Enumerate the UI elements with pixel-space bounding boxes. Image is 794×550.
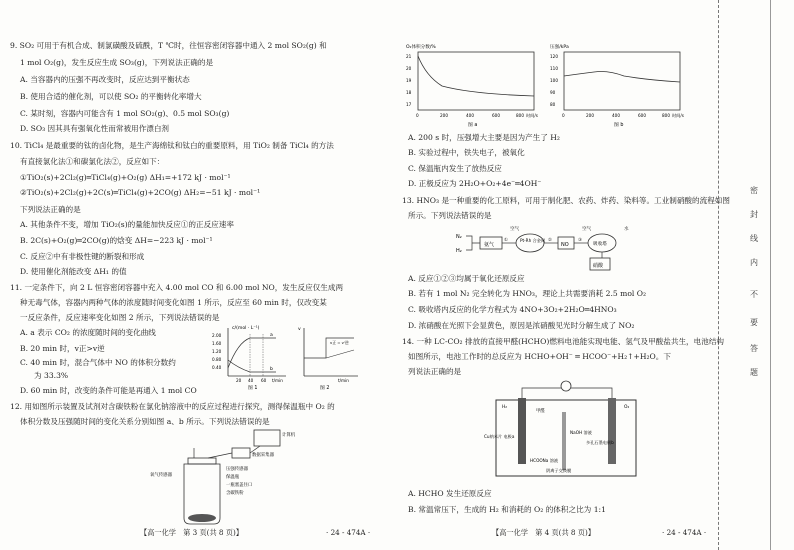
q10-option-b: B. 2C(s)+O₂(g)═2CO(g)的焓变 ΔH=−223 kJ · mol⁻¹ <box>20 236 213 245</box>
flow-num1: ① <box>504 238 508 243</box>
q11-stem-3: 一反应条件，反应速率变化如图 2 所示，下列说法错误的是 <box>20 313 220 322</box>
collector-wire <box>250 446 260 453</box>
figa-xtick: 0 <box>416 113 419 118</box>
q12-apparatus <box>150 426 320 526</box>
figa-xtick: 600 <box>492 113 500 118</box>
fig2-ylabel: v <box>298 327 301 332</box>
figa-ylabel: O₂体积分数/% <box>406 45 436 50</box>
q10-stem-2: 有直接氯化法①和碳氯化法②，反应如下： <box>20 157 165 166</box>
q14-stem-3: 列说法正确的是 <box>408 367 462 376</box>
flow-num2: ② <box>548 238 552 243</box>
seal-char: 不 <box>750 290 758 299</box>
flow-tower-label: 吸收塔 <box>593 242 607 247</box>
membrane <box>562 412 566 470</box>
figure-a <box>402 40 542 130</box>
cell-hcho: 甲醛 <box>536 409 545 414</box>
figb-ytick: 100 <box>550 78 558 83</box>
q9-option-b: B. 使用合适的催化剂，可以使 SO₂ 的平衡转化率增大 <box>20 92 202 101</box>
footer-right: 【高一化学 第 4 页(共 8 页)】 <box>492 528 595 537</box>
cell-hcoona: HCOONa 溶液 <box>530 458 559 463</box>
q13-stem: 13. HNO₃ 是一种重要的化工原料，可用于制化肥、农药、炸药、染料等。工业制硝酸的流程如图 <box>402 196 730 205</box>
flow-air-2: 空气 <box>582 227 592 232</box>
q12-stem: 12. 用如图所示装置及试剂对含碳铁粉在氯化钠溶液中的反应过程进行探究，测得保温瓶中 O₂ 的 <box>10 402 335 411</box>
footer-right-code: · 24 - 474A · <box>662 528 707 537</box>
q10-prompt: 下列说法正确的是 <box>20 205 81 214</box>
fig1-caption: 图 1 <box>248 386 258 390</box>
thermos-label: 保温瓶 <box>226 475 240 480</box>
fig2-caption: 图 2 <box>320 386 330 390</box>
footer-left: 【高一化学 第 3 页(共 8 页)】 <box>140 528 243 537</box>
cell-o2: O₂ <box>624 405 630 410</box>
q10-eq1: ①TiO₂(s)+2Cl₂(g)═TiCl₄(g)+O₂(g) ΔH₁=+172 kJ · mol⁻¹ <box>20 173 231 182</box>
figa-ytick: 18 <box>406 90 412 95</box>
q11-option-a: A. a 表示 CO₂ 的浓度随时间的变化曲线 <box>20 328 156 337</box>
cell-electrode-a: Cu纳米片 电极a <box>484 434 515 439</box>
flow-nh3: 氨气 <box>484 242 495 248</box>
fig1-label-b: b <box>270 367 273 372</box>
figure-b <box>548 40 688 130</box>
flow-num3: ③ <box>578 238 582 243</box>
figb-xtick: 0 <box>562 113 565 118</box>
q12-stem-2: 体积分数及压强随时间的变化关系分别如图 a、b 所示。下列说法错误的是 <box>20 417 270 426</box>
fig1-curve-a <box>228 338 276 368</box>
figa-ytick: 17 <box>406 102 412 107</box>
fig1-xtick: 40 <box>248 378 254 383</box>
flow-no: NO <box>561 242 569 248</box>
collector-label: 数据采集器 <box>252 453 274 458</box>
q9-option-c: C. 某时刻，容器内可能含有 1 mol SO₂(g)、0.5 mol SO₃(g) <box>20 109 230 118</box>
q13-option-c: C. 吸收塔内反应的化学方程式为 4NO+3O₂+2H₂O═4HNO₃ <box>408 305 617 314</box>
figa-xunit: 时间/s <box>526 113 538 118</box>
figb-curve <box>564 72 680 83</box>
iron-powder <box>188 514 216 522</box>
q12-option-b: B. 实验过程中，铁失电子，被氧化 <box>408 148 525 157</box>
figb-ytick: 90 <box>550 90 556 95</box>
seal-char: 答 <box>750 344 758 353</box>
q10-option-a: A. 其他条件不变，增加 TiO₂(s)的量能加快反应①的正反应速率 <box>20 220 234 229</box>
oxygen-sensor-label: 氧气传感器 <box>150 473 172 478</box>
fig1-label-a: a <box>270 333 273 338</box>
fig1-ylabel: c/(mol · L⁻¹) <box>232 326 260 331</box>
q13-flowchart <box>454 222 654 274</box>
iron-powder-label: 含碳铁粉 <box>226 491 244 496</box>
q10-stem: 10. TiCl₄ 是最重要的钛的卤化物，是生产海绵钛和钛白的重要原料，用 TiO₂ 制备 TiCl₄ 的方法 <box>10 141 334 150</box>
pressure-sensor-label: 压强传感器 <box>226 467 248 472</box>
flow-catalyst-label: Pt-Rh 合金网 <box>520 238 546 243</box>
q14-fuel-cell <box>482 378 652 482</box>
flow-catalyst <box>516 234 544 252</box>
q12-option-a: A. 200 s 时，压强增大主要是因为产生了 H₂ <box>408 133 560 142</box>
computer-icon <box>254 430 280 446</box>
figa-xtick: 400 <box>466 113 474 118</box>
q11-stem-2: 种无毒气体，容器内两种气体的浓度随时间变化如图 1 所示，反应至 60 min 时，仅改变某 <box>20 298 327 307</box>
footer-left-code: · 24 - 474A · <box>326 528 371 537</box>
fig1-ytick: 2.00 <box>212 333 222 338</box>
seal-char: 封 <box>750 210 758 219</box>
electrode-a <box>518 398 526 464</box>
figb-ylabel: 压强/kPa <box>550 45 569 50</box>
flow-n2: N₂ <box>456 234 462 240</box>
figa-xtick: 800 <box>516 113 524 118</box>
fig1-ytick: 0.80 <box>212 357 222 362</box>
circuit-wire <box>522 388 612 398</box>
cell-electrode-b: 多孔石墨电极b <box>586 440 614 445</box>
q14-stem-2: 如图所示，电池工作时的总反应为 HCHO+OH⁻ ═ HCOO⁻+H₂↑+H₂O。下 <box>408 352 671 361</box>
cell-membrane: 阴离子交换膜 <box>546 468 572 473</box>
fig2-label: v正 = v'逆 <box>330 340 349 345</box>
q11-option-c-2: 为 33.3% <box>34 371 69 380</box>
q10-option-c: C. 反应②中有非极性键的断裂和形成 <box>20 252 145 261</box>
seal-char: 密 <box>750 186 758 195</box>
q10-option-d: D. 使用催化剂能改变 ΔH₁ 的值 <box>20 267 127 276</box>
flow-arrow <box>466 236 480 250</box>
q9-option-d: D. SO₃ 因其具有强氧化性而常被用作漂白剂 <box>20 124 170 133</box>
q11-figure-2 <box>296 322 360 390</box>
q14-option-a: A. HCHO 发生还原反应 <box>408 489 492 498</box>
figa-xtick: 200 <box>440 113 448 118</box>
binding-line <box>718 0 719 550</box>
figa-ytick: 19 <box>406 78 412 83</box>
figb-ytick: 110 <box>550 66 558 71</box>
seal-char: 内 <box>750 258 758 267</box>
page-edge <box>770 0 771 550</box>
fig2-xunit: t/min <box>338 378 349 383</box>
q13-option-a: A. 反应①②③均属于氧化还原反应 <box>408 274 525 283</box>
stopper <box>188 458 216 464</box>
q10-eq2: ②TiO₂(s)+2Cl₂(g)+2C(s)═TiCl₄(g)+2CO(g) ΔH₂=−51 kJ · mol⁻¹ <box>20 188 261 197</box>
fig1-xtick: 20 <box>236 378 242 383</box>
q11-figure-1 <box>210 322 290 390</box>
figb-xtick: 800 <box>662 113 670 118</box>
q12-option-c: C. 保温瓶内发生了放热反应 <box>408 164 502 173</box>
figa-ytick: 21 <box>406 54 412 59</box>
q13-stem-2: 所示。下列说法错误的是 <box>408 211 492 220</box>
fig2-line-2 <box>326 350 354 358</box>
q9-stem-2: 1 mol O₂(g)，发生反应生成 SO₃(g)，下列说法正确的是 <box>20 58 214 67</box>
q12-option-d: D. 正极反应为 2H₂O+O₂+4e⁻═4OH⁻ <box>408 179 542 188</box>
data-collector <box>232 448 250 458</box>
q13-option-d: D. 浓硝酸在光照下会显黄色，原因是浓硝酸见光时分解生成了 NO₂ <box>408 321 635 330</box>
stopper-label: 一瓶塞盖住口 <box>226 483 253 488</box>
q13-option-b: B. 若有 1 mol N₂ 完全转化为 HNO₃，理论上共需要消耗 2.5 mol O₂ <box>408 289 647 298</box>
seal-char: 要 <box>750 318 758 327</box>
fig1-curve-b <box>228 360 276 372</box>
figb-caption: 图 b <box>614 123 624 128</box>
figb-ytick: 120 <box>550 54 558 59</box>
figb-xtick: 400 <box>612 113 620 118</box>
figb-xtick: 600 <box>638 113 646 118</box>
sensor-wire <box>208 453 232 458</box>
q11-option-b: B. 20 min 时，v正>v逆 <box>20 344 105 353</box>
figb-ytick: 80 <box>550 102 556 107</box>
q14-stem: 14. 一种 LC-CO₂ 排放的直接甲醛(HCHO)燃料电池能实现电能、氢气及甲酸盐共生，电池结构 <box>402 337 725 346</box>
seal-char: 题 <box>750 368 758 377</box>
figa-caption: 图 a <box>468 123 478 128</box>
bulb-icon <box>561 381 571 391</box>
figa-curve <box>418 56 534 96</box>
figa-ytick: 20 <box>406 66 412 71</box>
q14-option-b: B. 常温常压下，生成的 H₂ 和消耗的 O₂ 的体积之比为 1:1 <box>408 505 606 514</box>
figb-xunit: 时间/s <box>672 113 684 118</box>
q11-option-c: C. 40 min 时，混合气体中 NO 的体积分数约 <box>20 358 176 367</box>
cell-naoh: NaOH 溶液 <box>570 430 592 435</box>
q11-stem: 11. 一定条件下，向 2 L 恒容密闭容器中充入 4.00 mol CO 和 6.00 mol NO，发生反应仅生成两 <box>10 283 344 292</box>
flow-air: 空气 <box>510 227 520 232</box>
q9-stem: 9. SO₂ 可用于有机合成、制氯磺酸及硫酰，T ℃时，往恒容密闭容器中通入 2 mol SO₂(g) 和 <box>10 41 327 50</box>
q9-option-a: A. 当容器内的压强不再改变时，反应达到平衡状态 <box>20 75 190 84</box>
computer-label: 计算机 <box>282 433 296 438</box>
fig1-ytick: 1.60 <box>212 341 222 346</box>
fig1-ytick: 0.40 <box>212 365 222 370</box>
figb-xtick: 200 <box>586 113 594 118</box>
flow-h2: H₂ <box>456 248 462 254</box>
electrode-b <box>608 398 616 464</box>
fig1-ytick: 1.20 <box>212 349 222 354</box>
q11-option-d: D. 60 min 时，改变的条件可能是再通入 1 mol CO <box>20 386 197 395</box>
cell-h2: H₂ <box>502 405 508 410</box>
seal-char: 线 <box>750 234 758 243</box>
flow-product: 硝酸 <box>593 263 604 269</box>
fig1-xtick: 60 <box>261 378 267 383</box>
flow-water: 水 <box>624 227 629 232</box>
fig1-xunit: t/min <box>272 378 283 383</box>
